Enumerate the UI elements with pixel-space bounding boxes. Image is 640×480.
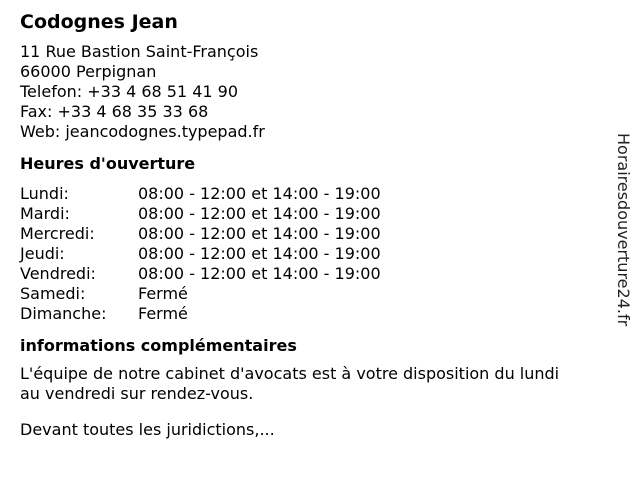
day-hours: Fermé xyxy=(138,304,188,323)
address-line-city: 66000 Perpignan xyxy=(20,62,157,81)
day-hours: 08:00 - 12:00 et 14:00 - 19:00 xyxy=(138,224,381,243)
fax-number: Fax: +33 4 68 35 33 68 xyxy=(20,102,209,121)
day-label: Jeudi: xyxy=(20,244,65,263)
side-watermark: Horairesdouverture24.fr xyxy=(614,133,633,327)
day-hours: Fermé xyxy=(138,284,188,303)
additional-info-paragraph-2: Devant toutes les juridictions,... xyxy=(20,420,275,439)
day-hours: 08:00 - 12:00 et 14:00 - 19:00 xyxy=(138,204,381,223)
hours-row-wednesday xyxy=(20,224,600,244)
day-hours: 08:00 - 12:00 et 14:00 - 19:00 xyxy=(138,264,381,283)
day-label: Lundi: xyxy=(20,184,69,203)
hours-row-monday xyxy=(20,184,600,204)
address-line-street: 11 Rue Bastion Saint-François xyxy=(20,42,259,61)
additional-info-paragraph: L'équipe de notre cabinet d'avocats est à votre disposition du lundi au vendredi sur rendez-vous. xyxy=(20,364,560,403)
hours-row-friday xyxy=(20,264,600,284)
business-card xyxy=(20,10,600,440)
business-name: Codognes Jean xyxy=(20,11,178,33)
website-link[interactable]: Web: jeancodognes.typepad.fr xyxy=(20,122,265,141)
day-label: Dimanche: xyxy=(20,304,107,323)
day-label: Vendredi: xyxy=(20,264,96,283)
day-label: Mercredi: xyxy=(20,224,95,243)
phone-number[interactable]: Telefon: +33 4 68 51 41 90 xyxy=(20,82,239,101)
hours-row-thursday xyxy=(20,244,600,264)
day-hours: 08:00 - 12:00 et 14:00 - 19:00 xyxy=(138,184,381,203)
day-label: Samedi: xyxy=(20,284,86,303)
hours-row-saturday xyxy=(20,284,600,304)
hours-row-sunday xyxy=(20,304,600,324)
opening-hours-table xyxy=(20,184,600,324)
day-label: Mardi: xyxy=(20,204,70,223)
additional-info-heading: informations complémentaires xyxy=(20,336,297,355)
hours-row-tuesday xyxy=(20,204,600,224)
opening-hours-heading: Heures d'ouverture xyxy=(20,154,196,173)
day-hours: 08:00 - 12:00 et 14:00 - 19:00 xyxy=(138,244,381,263)
